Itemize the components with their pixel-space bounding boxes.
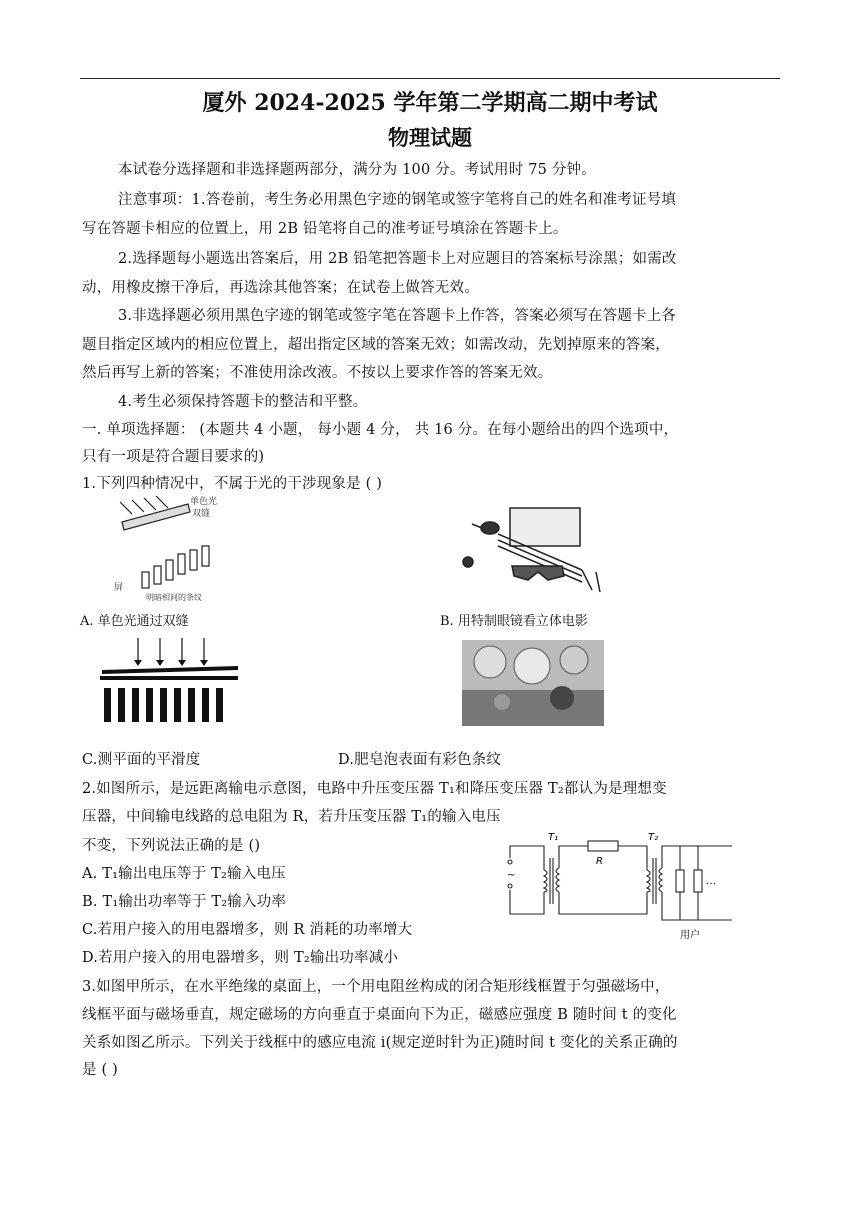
option-a: A. T₁输出电压等于 T₂输入电压: [82, 866, 286, 882]
intro-line: 4.考生必须保持答题卡的整洁和平整。: [118, 394, 368, 410]
fig-label: T₁: [548, 832, 559, 843]
section-heading: 一. 单项选择题： (本题共 4 小题， 每小题 4 分， 共 16 分。在每小题给出的四个选项中，: [82, 422, 679, 438]
figure-caption: A. 单色光通过双缝: [80, 614, 189, 629]
fig-label: 双缝: [192, 509, 211, 519]
page-title: 厦外 2024-2025 学年第二学期高二期中考试: [202, 90, 658, 116]
double-slit-figure: [100, 492, 240, 604]
intro-line: 动，用橡皮擦干净后，再选涂其他答案；在试卷上做答无效。: [82, 280, 479, 296]
fig-label: R: [596, 856, 603, 867]
fig-label: …: [706, 876, 716, 887]
question-stem: 1.下列四种情况中，不属于光的干涉现象是 ( ): [82, 476, 383, 492]
fig-label: ~: [507, 870, 516, 881]
fig-label: 屏: [114, 583, 124, 593]
section-heading: 只有一项是符合题目要求的): [82, 449, 265, 465]
figure-caption: B. 用特制眼镜看立体电影: [440, 614, 588, 629]
intro-line: 本试卷分选择题和非选择题两部分，满分为 100 分。考试用时 75 分钟。: [118, 162, 596, 178]
intro-line: 然后再写上新的答案；不准使用涂改液。不按以上要求作答的答案无效。: [82, 365, 553, 381]
fig-label: T₂: [648, 832, 659, 843]
3d-glasses-figure: [452, 500, 612, 600]
option-d: D.肥皂泡表面有彩色条纹: [338, 752, 502, 768]
intro-line: 写在答题卡相应的位置上，用 2B 铅笔将自己的准考证号填涂在答题卡上。: [82, 221, 568, 237]
question-stem: 压器，中间输电线路的总电阻为 R，若升压变压器 T₁的输入电压: [82, 809, 501, 825]
option-b: B. T₁输出功率等于 T₂输入功率: [82, 894, 287, 910]
intro-line: 2.选择题每小题选出答案后，用 2B 铅笔把答题卡上对应题目的答案标号涂黑；如需改: [118, 251, 677, 267]
question-stem: 不变，下列说法正确的是 (): [82, 838, 261, 854]
page-subtitle: 物理试题: [388, 125, 472, 150]
intro-line: 注意事项：1.答卷前，考生务必用黑色字迹的钢笔或签字笔将自己的姓名和准考证号填: [118, 192, 677, 208]
intro-line: 题目指定区域内的相应位置上，超出指定区域的答案无效；如需改动，先划掉原来的答案，: [82, 337, 670, 353]
question-stem: 3.如图甲所示，在水平绝缘的桌面上，一个用电阻丝构成的闭合矩形线框置于匀强磁场中，: [82, 979, 670, 995]
fig-label: 用户: [680, 930, 700, 941]
question-stem: 是 ( ): [82, 1062, 119, 1078]
intro-line: 3.非选择题必须用黑色字迹的钢笔或签字笔在答题卡上作答，答案必须写在答题卡上各: [118, 308, 677, 324]
question-stem: 线框平面与磁场垂直，规定磁场的方向垂直于桌面向下为正，磁感应强度 B 随时间 t 的变化: [82, 1007, 677, 1023]
fig-label: 单色光: [190, 497, 218, 507]
option-d: D.若用户接入的用电器增多，则 T₂输出功率减小: [82, 950, 399, 966]
fig-label: 明暗相间的条纹: [146, 593, 202, 602]
transmission-circuit: [492, 830, 737, 945]
flatness-test-figure: [98, 636, 240, 726]
question-stem: 关系如图乙所示。下列关于线框中的感应电流 i(规定逆时针为正)随时间 t 变化的关系正确的: [82, 1035, 678, 1051]
soap-bubble-photo: [462, 640, 604, 726]
top-rule: [80, 78, 780, 79]
option-c: C.测平面的平滑度: [82, 752, 201, 768]
question-stem: 2.如图所示，是远距离输电示意图，电路中升压变压器 T₁和降压变压器 T₂都认为是理想变: [82, 781, 667, 797]
option-c: C.若用户接入的用电器增多，则 R 消耗的功率增大: [82, 922, 413, 938]
